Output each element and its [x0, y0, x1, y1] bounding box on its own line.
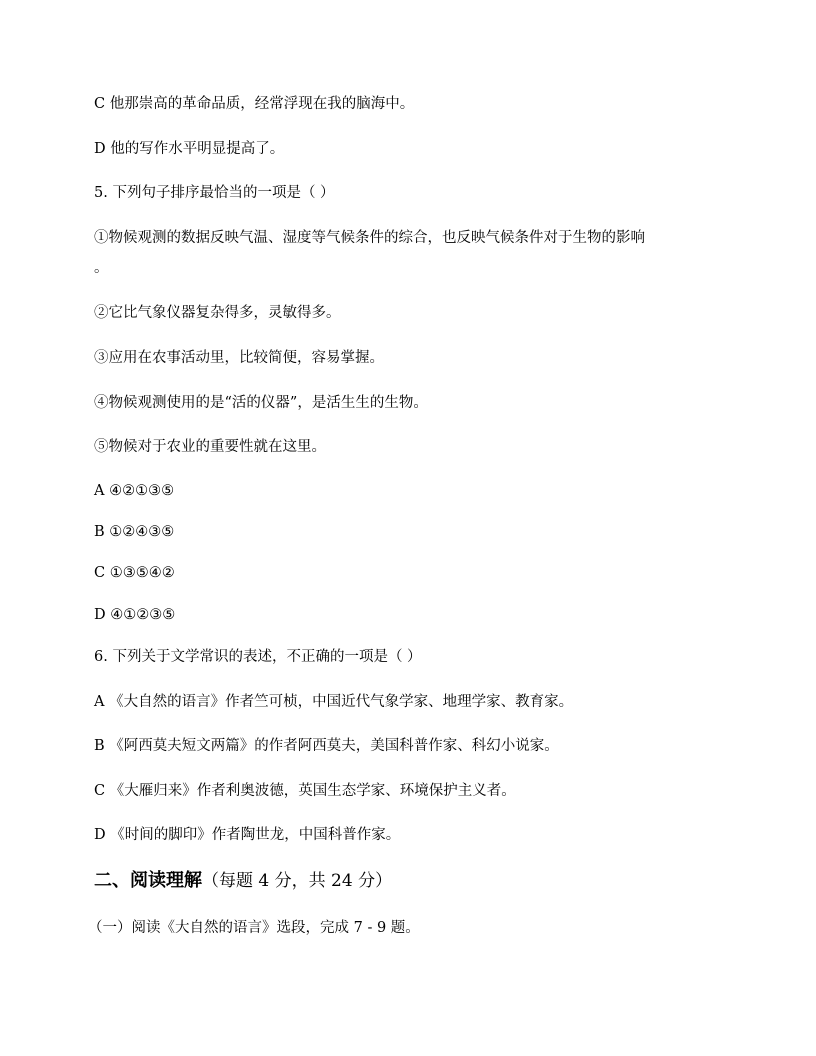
q4-option-c: C 他那崇高的革命品质，经常浮现在我的脑海中。 [94, 96, 415, 112]
reading-part-1-instruction: （一）阅读《大自然的语言》选段，完成 7 - 9 题。 [88, 920, 420, 936]
q6-option-c: C 《大雁归来》作者利奥波德，英国生态学家、环境保护主义者。 [94, 783, 516, 799]
q5-sentence-1-end: 。 [94, 260, 109, 276]
q6-option-a: A 《大自然的语言》作者竺可桢，中国近代气象学家、地理学家、教育家。 [94, 694, 574, 710]
q5-sentence-2: ②它比气象仪器复杂得多，灵敏得多。 [94, 305, 341, 321]
q5-option-b: B ①②④③⑤ [94, 524, 175, 540]
q6-option-b: B 《阿西莫夫短文两篇》的作者阿西莫夫，美国科普作家、科幻小说家。 [94, 738, 559, 754]
section-2-note: （每题 4 分，共 24 分） [202, 871, 393, 891]
q5-sentence-3: ③应用在农事活动里，比较简便，容易掌握。 [94, 350, 384, 366]
q4-option-d: D 他的写作水平明显提高了。 [94, 141, 285, 157]
q5-stem: 5. 下列句子排序最恰当的一项是（ ） [94, 185, 335, 201]
q5-option-d: D ④①②③⑤ [94, 607, 176, 623]
section-2-heading [94, 869, 392, 893]
q5-option-a: A ④②①③⑤ [94, 483, 175, 499]
q5-sentence-1: ①物候观测的数据反映气温、湿度等气候条件的综合，也反映气候条件对于生物的影响 [94, 230, 645, 246]
q5-sentence-4: ④物候观测使用的是“活的仪器”，是活生生的生物。 [94, 395, 428, 411]
q6-stem: 6. 下列关于文学常识的表述，不正确的一项是（ ） [94, 649, 422, 665]
q5-sentence-5: ⑤物候对于农业的重要性就在这里。 [94, 439, 326, 455]
section-2-title: 二、阅读理解 [94, 870, 202, 891]
q6-option-d: D 《时间的脚印》作者陶世龙，中国科普作家。 [94, 827, 401, 843]
q5-option-c: C ①③⑤④② [94, 565, 175, 581]
